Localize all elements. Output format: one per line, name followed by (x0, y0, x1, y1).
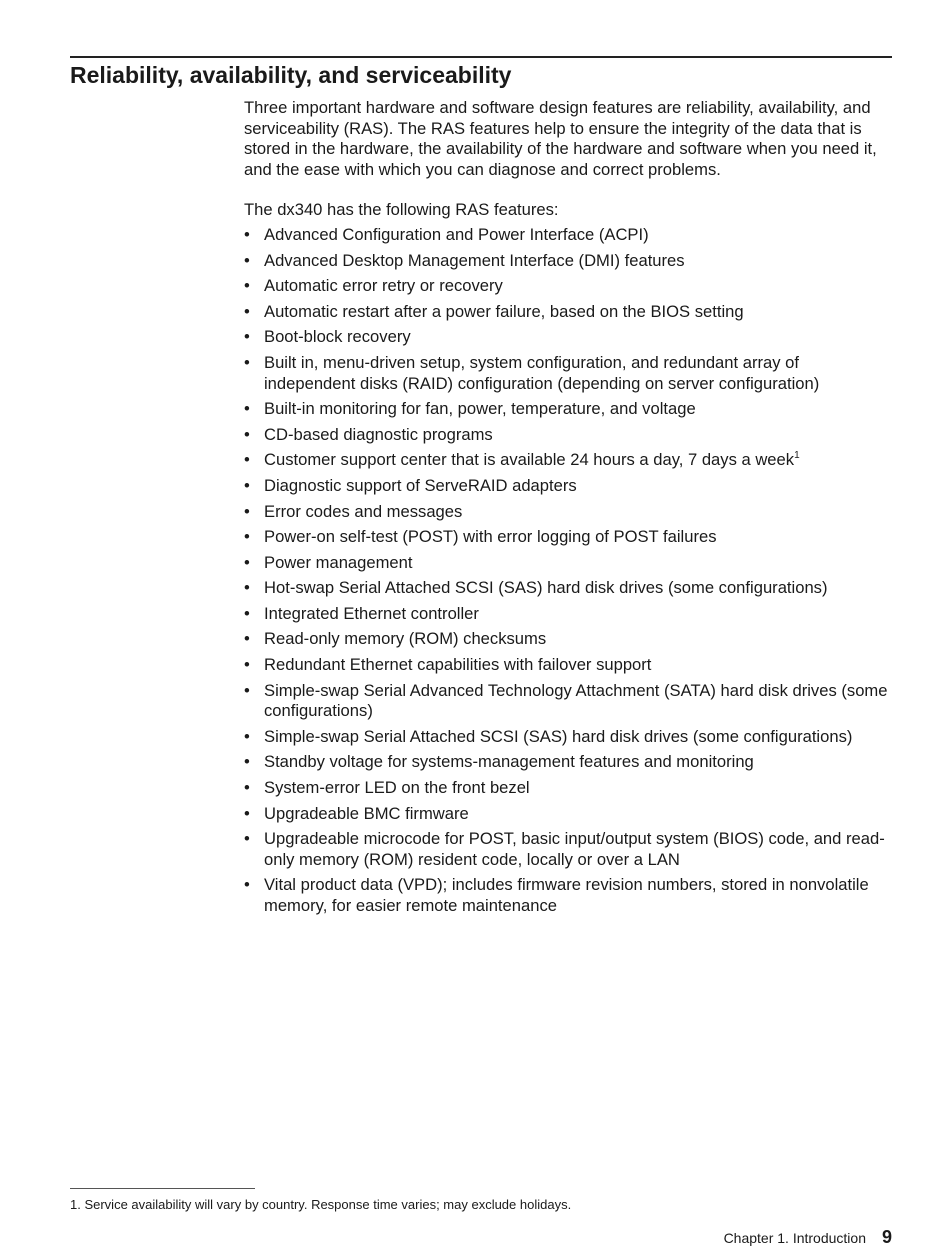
bullet-icon: • (244, 527, 250, 547)
bullet-icon: • (244, 629, 250, 649)
feature-item (244, 553, 892, 574)
feature-item (244, 752, 892, 773)
feature-item (244, 875, 892, 916)
feature-text: Boot-block recovery (264, 327, 411, 347)
feature-item (244, 276, 892, 297)
page-footer (724, 1226, 892, 1249)
feature-text: Power-on self-test (POST) with error logging of POST failures (264, 527, 717, 547)
features-lead-in: The dx340 has the following RAS features: (244, 200, 559, 220)
footnote: 1. Service availability will vary by country. Response time varies; may exclude holidays. (70, 1197, 572, 1212)
feature-text: Advanced Desktop Management Interface (DMI) features (264, 250, 685, 270)
feature-text: Vital product data (VPD); includes firmware revision numbers, stored in nonvolatile memory, for easier remote maintenance (264, 875, 869, 915)
feature-text: Standby voltage for systems-management features and monitoring (264, 752, 754, 772)
section-top-rule (70, 56, 892, 58)
feature-item (244, 353, 892, 394)
feature-text: System-error LED on the front bezel (264, 778, 530, 798)
feature-text: Automatic restart after a power failure, based on the BIOS setting (264, 301, 744, 321)
feature-text: Integrated Ethernet controller (264, 603, 479, 623)
bullet-icon: • (244, 450, 250, 470)
feature-item (244, 425, 892, 446)
feature-item (244, 225, 892, 246)
feature-item (244, 629, 892, 650)
feature-item (244, 804, 892, 825)
intro-paragraph: Three important hardware and software design features are reliability, availability, and serviceability (RAS). The RAS features help to ensure the integrity of the data that is stored in the hardware, the availability of the hardware and software when you need it, and the ease with which you can diagnose and correct problems. (244, 98, 877, 179)
feature-text: Error codes and messages (264, 501, 463, 521)
bullet-icon: • (244, 424, 250, 444)
feature-text: Redundant Ethernet capabilities with failover support (264, 655, 652, 675)
feature-text: Advanced Configuration and Power Interface (ACPI) (264, 224, 649, 244)
feature-item (244, 655, 892, 676)
bullet-icon: • (244, 603, 250, 623)
feature-item (244, 399, 892, 420)
bullet-icon: • (244, 778, 250, 798)
feature-item (244, 578, 892, 599)
feature-text: Automatic error retry or recovery (264, 276, 503, 296)
feature-text: Hot-swap Serial Attached SCSI (SAS) hard disk drives (some configurations) (264, 578, 828, 598)
feature-text: Simple-swap Serial Attached SCSI (SAS) hard disk drives (some configurations) (264, 726, 853, 746)
feature-text: Upgradeable microcode for POST, basic input/output system (BIOS) code, and read-only memory (ROM) resident code, locally or over a LAN (264, 829, 885, 869)
feature-text: CD-based diagnostic programs (264, 424, 493, 444)
feature-text: Upgradeable BMC firmware (264, 803, 469, 823)
footnote-divider (70, 1188, 255, 1189)
bullet-icon: • (244, 578, 250, 598)
feature-item (244, 450, 892, 471)
feature-text: Built in, menu-driven setup, system configuration, and redundant array of independent disks (RAID) configuration (depending on server configuration) (264, 352, 820, 393)
feature-text: Diagnostic support of ServeRAID adapters (264, 475, 577, 495)
bullet-icon: • (244, 501, 250, 521)
bullet-icon: • (244, 224, 250, 244)
footer-chapter: Chapter 1. Introduction (723, 1230, 866, 1246)
feature-item (244, 302, 892, 323)
feature-item (244, 829, 892, 870)
section-title: Reliability, availability, and serviceability (70, 62, 512, 88)
bullet-icon: • (244, 875, 250, 895)
feature-item (244, 476, 892, 497)
bullet-icon: • (244, 680, 250, 700)
bullet-icon: • (244, 752, 250, 772)
bullet-icon: • (244, 803, 250, 823)
feature-item (244, 527, 892, 548)
bullet-icon: • (244, 655, 250, 675)
bullet-icon: • (244, 829, 250, 849)
bullet-icon: • (244, 552, 250, 572)
bullet-icon: • (244, 250, 250, 270)
feature-item (244, 327, 892, 348)
page-number: 9 (881, 1227, 892, 1247)
feature-item (244, 727, 892, 748)
feature-text: Simple-swap Serial Advanced Technology Attachment (SATA) hard disk drives (some configurations) (264, 680, 888, 721)
feature-text: Built-in monitoring for fan, power, temperature, and voltage (264, 399, 696, 419)
feature-item (244, 251, 892, 272)
bullet-icon: • (244, 327, 250, 347)
feature-item (244, 604, 892, 625)
bullet-icon: • (244, 352, 250, 372)
bullet-icon: • (244, 301, 250, 321)
ras-feature-list (244, 225, 892, 917)
feature-item (244, 778, 892, 799)
bullet-icon: • (244, 726, 250, 746)
bullet-icon: • (244, 475, 250, 495)
footnote-reference[interactable]: 1 (794, 449, 800, 461)
bullet-icon: • (244, 399, 250, 419)
feature-text: Power management (264, 552, 413, 572)
section-body (244, 98, 892, 922)
feature-item (244, 681, 892, 722)
feature-text: Customer support center that is available 24 hours a day, 7 days a week (264, 450, 795, 470)
feature-text: Read-only memory (ROM) checksums (264, 629, 547, 649)
bullet-icon: • (244, 276, 250, 296)
feature-item (244, 502, 892, 523)
